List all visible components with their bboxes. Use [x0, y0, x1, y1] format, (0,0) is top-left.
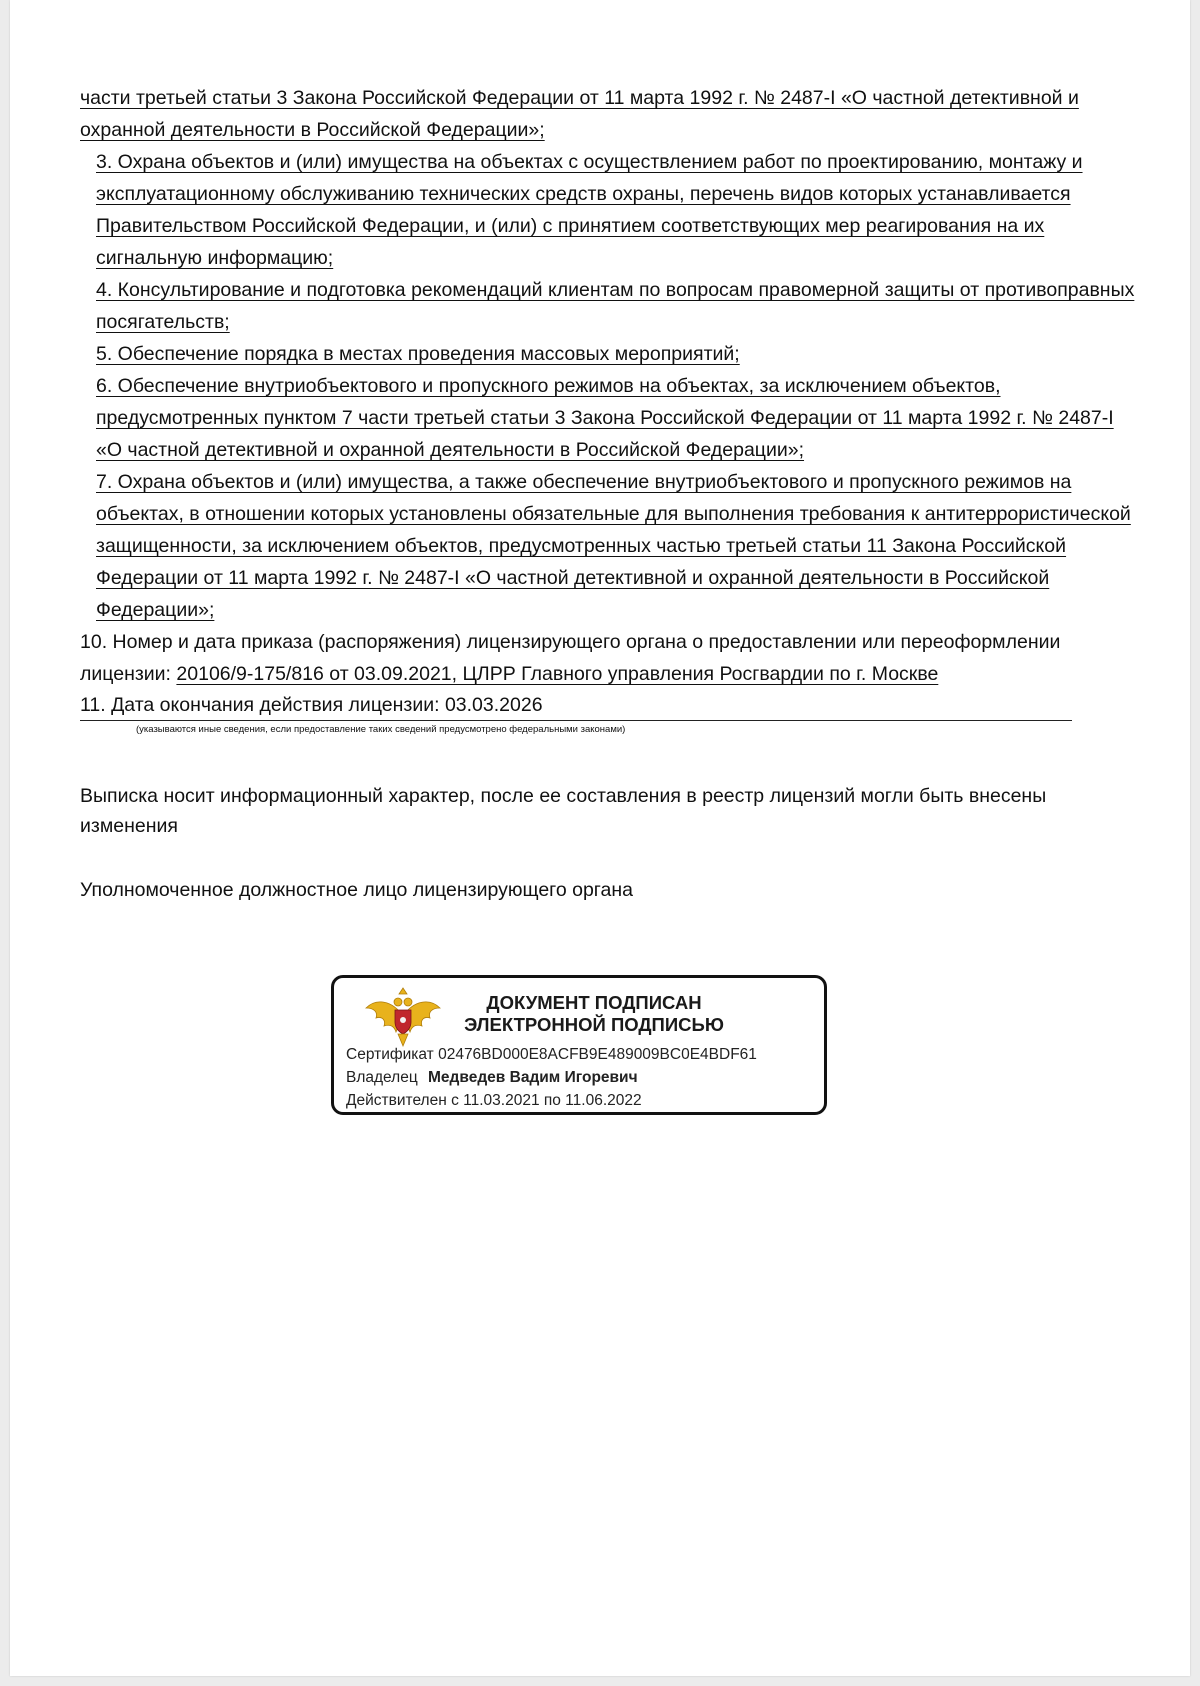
document-body: [80, 82, 1140, 905]
item-11-label: 11. Дата окончания действия лицензии:: [80, 694, 440, 716]
footnote-note: (указываются иные сведения, если предоставление таких сведений предусмотрено федеральными законами): [136, 724, 626, 735]
paragraph-item-3: 3. Охрана объектов и (или) имущества на объектах с осуществлением работ по проектированию, монтажу и эксплуатационному обслуживанию технических средств охраны, перечень видов которых устанавливается Правительством Российской Федерации, и (или) с принятием соответствующих мер реагирования на их сигнальную информацию;: [96, 151, 1083, 269]
item-11-value: 03.03.2026: [444, 694, 543, 716]
rosgvardia-emblem-icon: [362, 986, 444, 1048]
stamp-certificate-value: 02476BD000E8ACFB9E489009BC0E4BDF61: [438, 1046, 757, 1063]
stamp-validity-row: Действителен с 11.03.2021 по 11.06.2022: [346, 1092, 642, 1109]
item-10-value: 20106/9-175/816 от 03.09.2021, ЦЛРР Главного управления Росгвардии по г. Москве: [176, 663, 939, 685]
stamp-title: [444, 992, 744, 1036]
stamp-title-line-1: ДОКУМЕНТ ПОДПИСАН: [486, 992, 702, 1013]
paragraph-item-6: 6. Обеспечение внутриобъектового и пропускного режимов на объектах, за исключением объектов, предусмотренных пунктом 7 части третьей статьи 3 Закона Российской Федерации от 11 марта 1992 г. № 2487-I «О частной детективной и охранной деятельности в Российской Федерации»;: [96, 375, 1114, 461]
stamp-owner-row: [346, 1068, 638, 1088]
paragraph-item-7: 7. Охрана объектов и (или) имущества, а также обеспечение внутриобъектового и пропускного режимов на объектах, в отношении которых установлены обязательные для выполнения требования к антитеррористической защищенности, за исключением объектов, предусмотренных частью третьей статьи 11 Закона Российской Федерации от 11 марта 1992 г. № 2487-I «О частной детективной и охранной деятельности в Российской Федерации»;: [96, 471, 1131, 621]
stamp-certificate-row: [346, 1045, 757, 1065]
stamp-owner-value: Медведев Вадим Игоревич: [428, 1069, 638, 1086]
paragraph-continuation: части третьей статьи 3 Закона Российской Федерации от 11 марта 1992 г. № 2487-I «О частной детективной и охранной деятельности в Российской Федерации»;: [80, 87, 1079, 141]
disclaimer-text: Выписка носит информационный характер, после ее составления в реестр лицензий могли быть внесены изменения: [80, 785, 1047, 837]
stamp-certificate-label: Сертификат: [346, 1046, 434, 1063]
item-10: [80, 626, 1140, 690]
stamp-title-line-2: ЭЛЕКТРОННОЙ ПОДПИСЬЮ: [464, 1014, 724, 1035]
paragraph-item-5: 5. Обеспечение порядка в местах проведения массовых мероприятий;: [96, 343, 740, 365]
item-11-line: [80, 690, 1072, 721]
signatory-text: Уполномоченное должностное лицо лицензирующего органа: [80, 879, 633, 901]
item-10-label: 10. Номер и дата приказа (распоряжения) лицензирующего органа о предоставлении или переоформлении лицензии:: [80, 631, 1061, 685]
electronic-signature-stamp: [331, 975, 827, 1115]
stamp-owner-label: Владелец: [346, 1069, 418, 1086]
paragraph-item-4: 4. Консультирование и подготовка рекомендаций клиентам по вопросам правомерной защиты от противоправных посягательств;: [96, 279, 1135, 333]
document-page: [10, 0, 1190, 1676]
item-11: [80, 690, 1140, 721]
